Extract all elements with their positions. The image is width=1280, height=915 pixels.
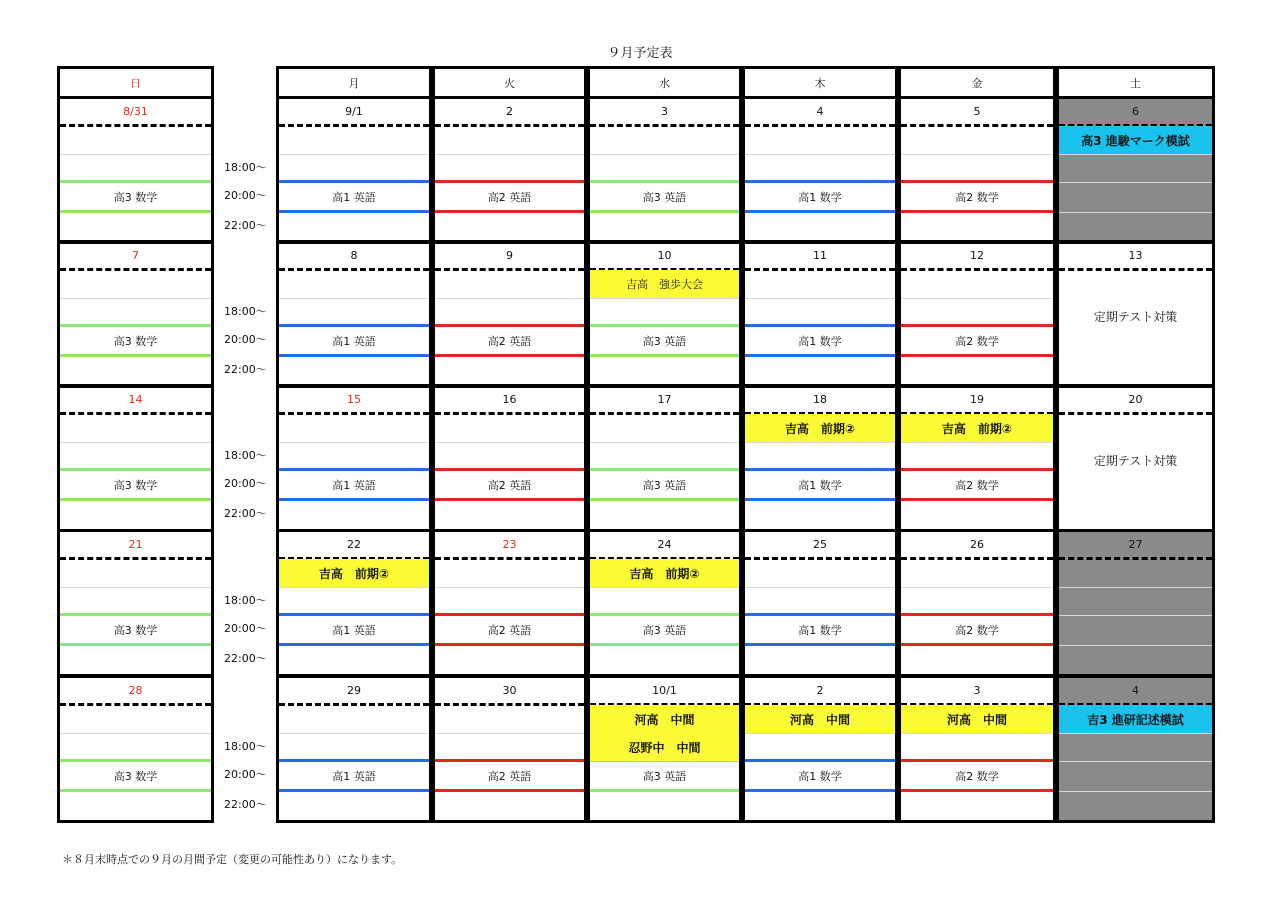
time-label: 18:00〜 (224, 305, 267, 318)
date-label: 2 (816, 684, 824, 697)
time-label: 20:00〜 (224, 768, 267, 781)
week-frame-sunday (57, 96, 214, 244)
class-slot[interactable]: 高1 英語 (276, 180, 432, 213)
class-slot[interactable]: 高1 英語 (276, 759, 432, 792)
date-label: 11 (813, 249, 827, 262)
day-cell-frame (898, 96, 1056, 244)
day-cell-frame (742, 384, 898, 532)
school-event[interactable]: 吉高 強歩大会 (590, 270, 739, 298)
time-label: 22:00〜 (224, 219, 267, 232)
day-cell-frame (276, 240, 432, 388)
class-slot[interactable]: 高3 英語 (587, 180, 742, 213)
date-label: 30 (502, 684, 517, 697)
day-cell-frame (587, 96, 742, 244)
date-label: 21 (128, 538, 143, 551)
date-label: 3 (661, 105, 668, 118)
day-cell-frame (276, 675, 432, 823)
date-label: 29 (347, 684, 361, 697)
date-label: 16 (502, 393, 517, 406)
day-cell-frame (276, 529, 432, 677)
date-label: 3 (973, 684, 981, 697)
time-label: 20:00〜 (224, 622, 267, 635)
day-cell-frame (432, 384, 587, 532)
class-slot[interactable]: 高3 英語 (587, 613, 742, 646)
class-slot[interactable]: 高3 英語 (587, 759, 742, 792)
time-label: 22:00〜 (224, 363, 267, 376)
time-label: 22:00〜 (224, 798, 267, 811)
class-slot[interactable]: 高1 数学 (742, 468, 898, 501)
weekday-header-wed: 水 (587, 66, 742, 99)
school-event[interactable]: 河高 中間 (590, 705, 739, 733)
day-cell-frame (432, 529, 587, 677)
saturday-note: 定期テスト対策 (1093, 309, 1178, 324)
day-cell-frame (587, 384, 742, 532)
date-label: 8 (350, 249, 358, 262)
class-slot[interactable]: 高1 数学 (742, 759, 898, 792)
class-slot[interactable]: 高1 数学 (742, 324, 898, 357)
day-cell-frame (898, 384, 1056, 532)
date-label: 15 (347, 393, 361, 406)
class-slot[interactable]: 高2 数学 (898, 613, 1056, 646)
time-label: 22:00〜 (224, 652, 267, 665)
class-slot[interactable]: 高2 英語 (432, 759, 587, 792)
weekday-header-thu: 木 (742, 66, 898, 99)
school-event[interactable]: 吉高 前期② (901, 414, 1053, 442)
class-slot[interactable]: 高2 数学 (898, 759, 1056, 792)
day-cell-frame (1056, 675, 1215, 823)
class-slot[interactable]: 高3 数学 (57, 180, 214, 213)
date-label: 27 (1128, 538, 1143, 551)
day-cell-frame (432, 675, 587, 823)
class-slot[interactable]: 高1 英語 (276, 324, 432, 357)
date-label: 8/31 (123, 105, 148, 118)
class-slot[interactable]: 高1 英語 (276, 468, 432, 501)
time-label: 20:00〜 (224, 189, 267, 202)
date-label: 20 (1128, 393, 1143, 406)
week-frame-sunday (57, 529, 214, 677)
time-label: 18:00〜 (224, 740, 267, 753)
date-label: 10 (657, 249, 672, 262)
school-event[interactable]: 河高 中間 (901, 705, 1053, 733)
weekday-header-sat: 土 (1056, 66, 1215, 99)
date-label: 9/1 (345, 105, 363, 118)
date-label: 26 (970, 538, 984, 551)
saturday-note: 定期テスト対策 (1093, 453, 1178, 468)
school-event[interactable]: 吉高 前期② (279, 559, 429, 587)
day-cell-frame (742, 96, 898, 244)
day-cell-frame (898, 675, 1056, 823)
day-cell-frame (276, 384, 432, 532)
class-slot[interactable]: 高3 英語 (587, 468, 742, 501)
day-cell-frame (742, 529, 898, 677)
class-slot[interactable]: 高2 英語 (432, 468, 587, 501)
class-slot[interactable]: 高1 数学 (742, 613, 898, 646)
school-event[interactable]: 吉高 前期② (590, 559, 739, 587)
class-slot[interactable]: 高3 数学 (57, 324, 214, 357)
school-event[interactable]: 河高 中間 (745, 705, 895, 733)
class-slot[interactable]: 高2 英語 (432, 613, 587, 646)
day-cell-frame (587, 675, 742, 823)
day-cell-frame (1056, 96, 1215, 244)
date-label: 13 (1128, 249, 1143, 262)
day-cell-frame (1056, 529, 1215, 677)
class-slot[interactable]: 高2 数学 (898, 468, 1056, 501)
class-slot[interactable]: 高3 数学 (57, 468, 214, 501)
date-label: 5 (973, 105, 981, 118)
day-cell-frame (587, 529, 742, 677)
weekday-header-mon: 月 (276, 66, 432, 99)
time-label: 18:00〜 (224, 161, 267, 174)
day-cell-frame (742, 240, 898, 388)
date-label: 14 (128, 393, 143, 406)
day-cell-frame (898, 240, 1056, 388)
date-label: 28 (128, 684, 143, 697)
mock-exam-event[interactable]: 吉3 進研記述模試 (1059, 705, 1212, 733)
class-slot[interactable]: 高3 数学 (57, 759, 214, 792)
week-frame-sunday (57, 240, 214, 388)
weekday-header-tue: 火 (432, 66, 587, 99)
day-cell-frame (432, 240, 587, 388)
class-slot[interactable]: 高3 英語 (587, 324, 742, 357)
date-label: 4 (816, 105, 824, 118)
time-label: 18:00〜 (224, 594, 267, 607)
date-label: 7 (132, 249, 139, 262)
date-label: 25 (813, 538, 827, 551)
class-slot[interactable]: 高3 数学 (57, 613, 214, 646)
date-label: 24 (657, 538, 672, 551)
school-event[interactable]: 吉高 前期② (745, 414, 895, 442)
day-cell-frame (276, 96, 432, 244)
time-label: 22:00〜 (224, 507, 267, 520)
day-cell-frame (1056, 240, 1215, 388)
weekday-header-fri: 金 (898, 66, 1056, 99)
date-label: 9 (506, 249, 513, 262)
day-cell-frame (1056, 384, 1215, 532)
page-title: ９月予定表 (607, 46, 673, 61)
date-label: 18 (813, 393, 827, 406)
footnote: ＊８月末時点での９月の月間予定（変更の可能性あり）になります。 (62, 853, 403, 866)
day-cell-frame (898, 529, 1056, 677)
week-frame-sunday (57, 675, 214, 823)
day-cell-frame (587, 240, 742, 388)
class-slot[interactable]: 高2 数学 (898, 324, 1056, 357)
date-label: 2 (506, 105, 513, 118)
time-label: 20:00〜 (224, 477, 267, 490)
class-slot[interactable]: 高2 英語 (432, 180, 587, 213)
week-frame-sunday (57, 384, 214, 532)
date-label: 6 (1132, 105, 1139, 118)
time-label: 20:00〜 (224, 333, 267, 346)
date-label: 12 (970, 249, 984, 262)
date-label: 22 (347, 538, 361, 551)
school-event[interactable]: 忍野中 中間 (590, 733, 739, 761)
time-label: 18:00〜 (224, 449, 267, 462)
date-label: 23 (502, 538, 517, 551)
class-slot[interactable]: 高1 数学 (742, 180, 898, 213)
class-slot[interactable]: 高2 数学 (898, 180, 1056, 213)
class-slot[interactable]: 高1 英語 (276, 613, 432, 646)
weekday-header-sun: 日 (57, 66, 214, 99)
date-label: 10/1 (652, 684, 677, 697)
date-label: 17 (657, 393, 672, 406)
date-label: 19 (970, 393, 984, 406)
date-label: 4 (1132, 684, 1139, 697)
day-cell-frame (742, 675, 898, 823)
mock-exam-event[interactable]: 高3 進駿マーク模試 (1059, 126, 1212, 154)
day-cell-frame (432, 96, 587, 244)
class-slot[interactable]: 高2 英語 (432, 324, 587, 357)
